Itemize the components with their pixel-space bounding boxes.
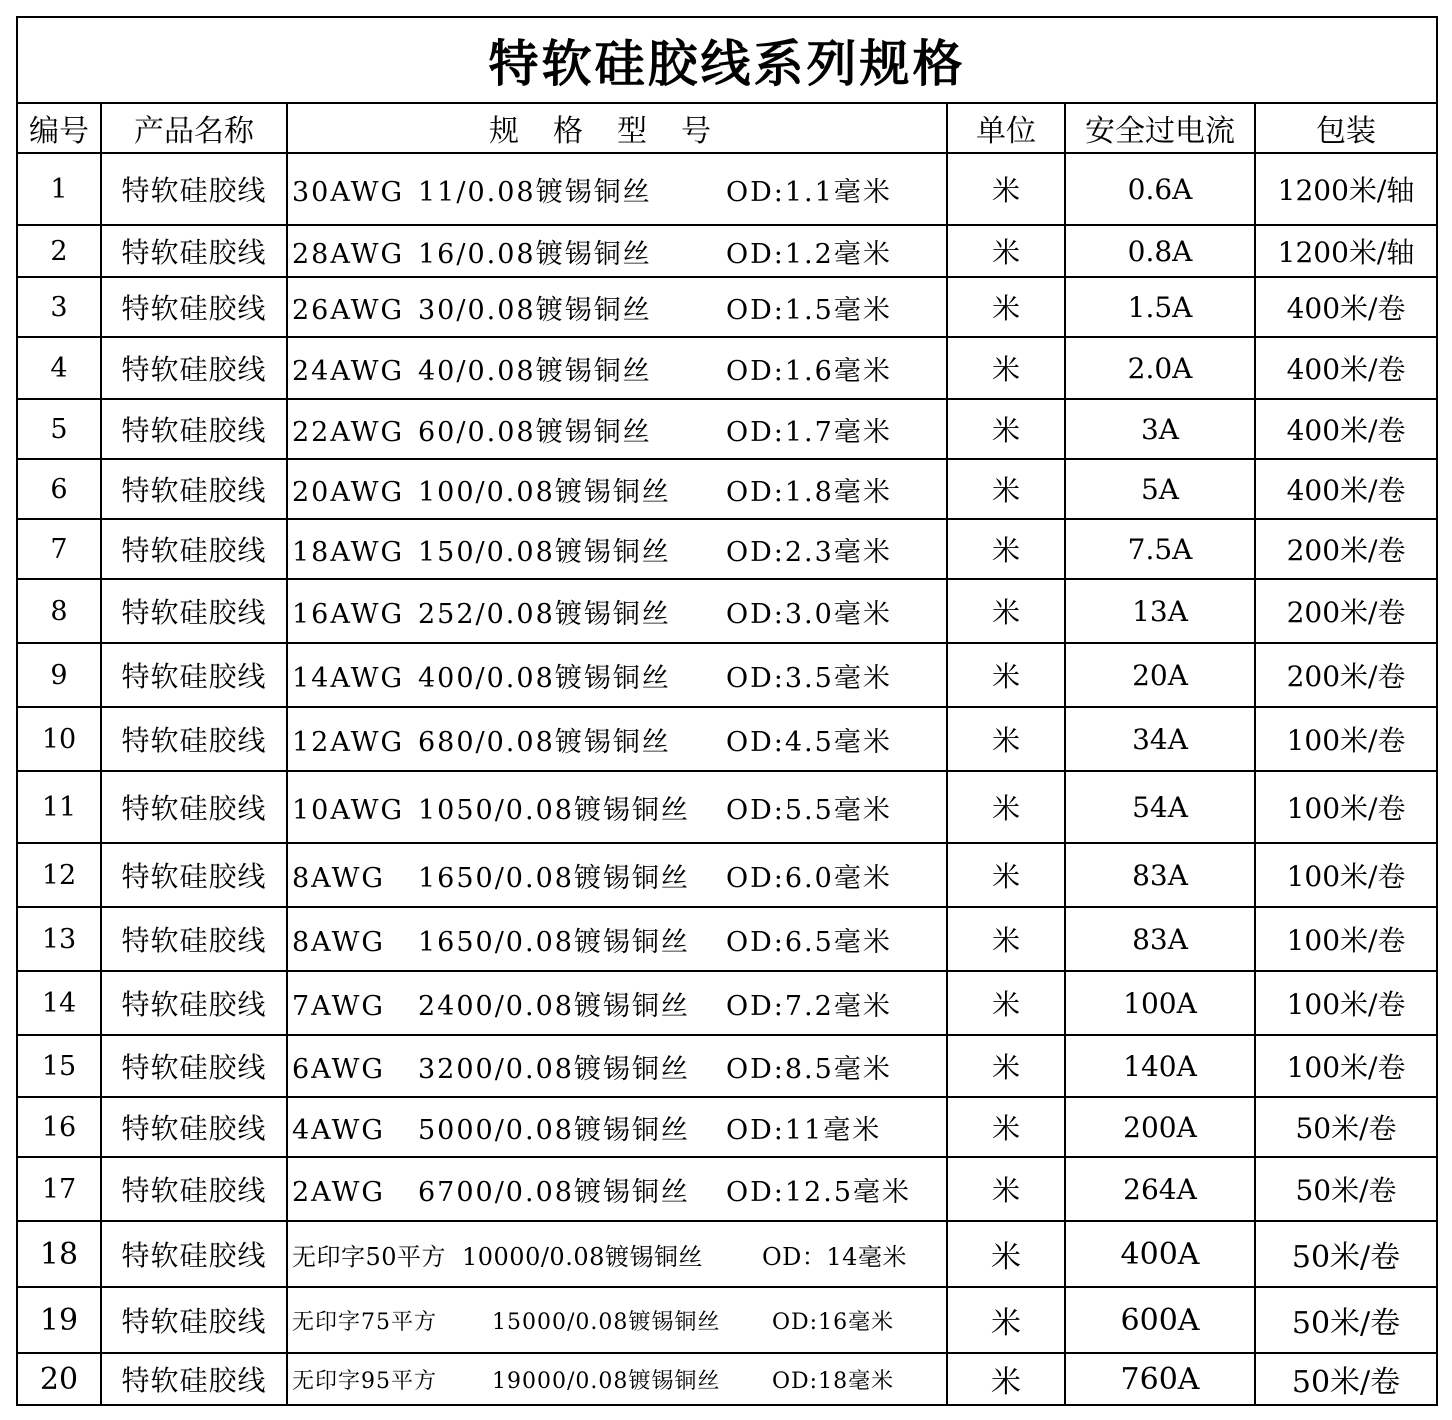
cell-current: 600A: [1065, 1287, 1255, 1353]
cell-unit: 米: [947, 399, 1065, 459]
spec-awg: 6AWG: [292, 1053, 385, 1085]
cell-spec: [287, 643, 947, 707]
table-row: [17, 1287, 1437, 1353]
spec-awg: 2AWG: [292, 1176, 385, 1208]
cell-name: 特软硅胶线: [101, 399, 287, 459]
spec-strand: 10000/0.08镀锡铜丝: [462, 1242, 703, 1271]
cell-package: 400米/卷: [1255, 337, 1437, 399]
cell-unit: 米: [947, 1097, 1065, 1157]
cell-unit: 米: [947, 907, 1065, 971]
table-row: [17, 459, 1437, 519]
spec-strand: 40/0.08镀锡铜丝: [418, 355, 652, 387]
spec-od: OD:6.0毫米: [726, 862, 892, 894]
cell-current: 7.5A: [1065, 519, 1255, 579]
spec-sheet: [16, 16, 1436, 1406]
cell-no: 15: [17, 1035, 101, 1097]
cell-name: 特软硅胶线: [101, 1035, 287, 1097]
spec-awg: 10AWG: [292, 794, 405, 826]
cell-spec: [287, 1353, 947, 1405]
cell-package: 50米/卷: [1255, 1287, 1437, 1353]
cell-no: 9: [17, 643, 101, 707]
cell-spec: [287, 579, 947, 643]
cell-name: 特软硅胶线: [101, 643, 287, 707]
cell-current: 20A: [1065, 643, 1255, 707]
table-row: [17, 519, 1437, 579]
spec-strand: 100/0.08镀锡铜丝: [418, 476, 671, 508]
cell-no: 16: [17, 1097, 101, 1157]
table-body: [17, 153, 1437, 1405]
spec-od: OD:11毫米: [726, 1114, 882, 1146]
cell-package: 400米/卷: [1255, 459, 1437, 519]
table-row: [17, 843, 1437, 907]
spec-awg: 8AWG: [292, 926, 385, 958]
spec-od: OD:18毫米: [772, 1368, 895, 1394]
cell-name: 特软硅胶线: [101, 277, 287, 337]
header-current: 安全过电流: [1065, 103, 1255, 153]
spec-strand: 3200/0.08镀锡铜丝: [418, 1053, 690, 1085]
cell-unit: 米: [947, 843, 1065, 907]
spec-awg: 无印字50平方: [292, 1242, 447, 1271]
spec-awg: 无印字75平方: [292, 1309, 437, 1335]
cell-spec: [287, 971, 947, 1035]
header-package: 包装: [1255, 103, 1437, 153]
cell-name: 特软硅胶线: [101, 225, 287, 277]
cell-name: 特软硅胶线: [101, 459, 287, 519]
spec-od: OD:3.0毫米: [726, 598, 892, 630]
title-row: [17, 17, 1437, 103]
spec-awg: 28AWG: [292, 238, 405, 270]
table-row: [17, 337, 1437, 399]
cell-package: 100米/卷: [1255, 907, 1437, 971]
cell-name: 特软硅胶线: [101, 1353, 287, 1405]
spec-od: OD:5.5毫米: [726, 794, 892, 826]
spec-strand: 30/0.08镀锡铜丝: [418, 294, 652, 326]
cell-current: 54A: [1065, 771, 1255, 843]
spec-awg: 14AWG: [292, 662, 405, 694]
cell-package: 50米/卷: [1255, 1157, 1437, 1221]
cell-no: 19: [17, 1287, 101, 1353]
table-row: [17, 707, 1437, 771]
cell-package: 1200米/轴: [1255, 153, 1437, 225]
cell-spec: [287, 399, 947, 459]
spec-od: OD:1.8毫米: [726, 476, 892, 508]
cell-spec: [287, 707, 947, 771]
cell-no: 17: [17, 1157, 101, 1221]
spec-od: OD:6.5毫米: [726, 926, 892, 958]
spec-od: OD:1.6毫米: [726, 355, 892, 387]
cell-unit: 米: [947, 1221, 1065, 1287]
cell-name: 特软硅胶线: [101, 1097, 287, 1157]
spec-od: OD：14毫米: [762, 1242, 907, 1271]
header-unit: 单位: [947, 103, 1065, 153]
cell-unit: 米: [947, 1353, 1065, 1405]
spec-strand: 60/0.08镀锡铜丝: [418, 416, 652, 448]
cell-name: 特软硅胶线: [101, 971, 287, 1035]
spec-strand: 1650/0.08镀锡铜丝: [418, 926, 690, 958]
spec-awg: 4AWG: [292, 1114, 385, 1146]
table-row: [17, 277, 1437, 337]
spec-strand: 2400/0.08镀锡铜丝: [418, 990, 690, 1022]
cell-unit: 米: [947, 337, 1065, 399]
spec-strand: 150/0.08镀锡铜丝: [418, 536, 671, 568]
cell-package: 50米/卷: [1255, 1353, 1437, 1405]
cell-name: 特软硅胶线: [101, 153, 287, 225]
cell-name: 特软硅胶线: [101, 519, 287, 579]
table-row: [17, 1157, 1437, 1221]
spec-od: OD:16毫米: [772, 1309, 895, 1335]
cell-package: 200米/卷: [1255, 519, 1437, 579]
table-row: [17, 771, 1437, 843]
cell-no: 4: [17, 337, 101, 399]
cell-unit: 米: [947, 771, 1065, 843]
cell-package: 400米/卷: [1255, 399, 1437, 459]
cell-name: 特软硅胶线: [101, 771, 287, 843]
cell-no: 12: [17, 843, 101, 907]
cell-name: 特软硅胶线: [101, 337, 287, 399]
cell-current: 1.5A: [1065, 277, 1255, 337]
table-row: [17, 399, 1437, 459]
cell-spec: [287, 1287, 947, 1353]
cell-no: 18: [17, 1221, 101, 1287]
cell-package: 400米/卷: [1255, 277, 1437, 337]
cell-no: 10: [17, 707, 101, 771]
cell-no: 7: [17, 519, 101, 579]
table-row: [17, 971, 1437, 1035]
cell-current: 264A: [1065, 1157, 1255, 1221]
table-row: [17, 1353, 1437, 1405]
cell-current: 0.6A: [1065, 153, 1255, 225]
spec-strand: 1050/0.08镀锡铜丝: [418, 794, 690, 826]
cell-name: 特软硅胶线: [101, 1287, 287, 1353]
spec-awg: 8AWG: [292, 862, 385, 894]
cell-no: 14: [17, 971, 101, 1035]
spec-od: OD:2.3毫米: [726, 536, 892, 568]
cell-no: 5: [17, 399, 101, 459]
cell-unit: 米: [947, 1035, 1065, 1097]
spec-strand: 11/0.08镀锡铜丝: [418, 176, 652, 208]
table-row: [17, 1097, 1437, 1157]
cell-current: 3A: [1065, 399, 1255, 459]
cell-name: 特软硅胶线: [101, 1157, 287, 1221]
cell-package: 200米/卷: [1255, 643, 1437, 707]
cell-package: 1200米/轴: [1255, 225, 1437, 277]
cell-package: 100米/卷: [1255, 971, 1437, 1035]
cell-current: 83A: [1065, 843, 1255, 907]
spec-awg: 12AWG: [292, 726, 405, 758]
cell-spec: [287, 1097, 947, 1157]
cell-spec: [287, 1035, 947, 1097]
spec-awg: 26AWG: [292, 294, 405, 326]
table-row: [17, 153, 1437, 225]
cell-unit: 米: [947, 277, 1065, 337]
cell-spec: [287, 277, 947, 337]
table-row: [17, 643, 1437, 707]
cell-no: 3: [17, 277, 101, 337]
table-row: [17, 1035, 1437, 1097]
spec-od: OD:3.5毫米: [726, 662, 892, 694]
cell-spec: [287, 337, 947, 399]
spec-od: OD:1.1毫米: [726, 176, 892, 208]
cell-spec: [287, 153, 947, 225]
cell-current: 83A: [1065, 907, 1255, 971]
cell-unit: 米: [947, 1287, 1065, 1353]
cell-package: 100米/卷: [1255, 843, 1437, 907]
cell-name: 特软硅胶线: [101, 907, 287, 971]
cell-current: 2.0A: [1065, 337, 1255, 399]
spec-strand: 6700/0.08镀锡铜丝: [418, 1176, 690, 1208]
cell-spec: [287, 459, 947, 519]
spec-strand: 19000/0.08镀锡铜丝: [492, 1368, 721, 1394]
spec-table: [16, 16, 1438, 1406]
spec-od: OD:1.5毫米: [726, 294, 892, 326]
cell-name: 特软硅胶线: [101, 1221, 287, 1287]
cell-spec: [287, 771, 947, 843]
spec-awg: 22AWG: [292, 416, 405, 448]
cell-spec: [287, 1157, 947, 1221]
cell-spec: [287, 1221, 947, 1287]
cell-no: 20: [17, 1353, 101, 1405]
cell-package: 200米/卷: [1255, 579, 1437, 643]
cell-unit: 米: [947, 707, 1065, 771]
cell-no: 11: [17, 771, 101, 843]
spec-awg: 无印字95平方: [292, 1368, 437, 1394]
spec-od: OD:8.5毫米: [726, 1053, 892, 1085]
cell-no: 6: [17, 459, 101, 519]
cell-current: 34A: [1065, 707, 1255, 771]
spec-strand: 5000/0.08镀锡铜丝: [418, 1114, 690, 1146]
spec-strand: 400/0.08镀锡铜丝: [418, 662, 671, 694]
cell-unit: 米: [947, 643, 1065, 707]
cell-unit: 米: [947, 1157, 1065, 1221]
table-title: 特软硅胶线系列规格: [17, 17, 1437, 103]
cell-spec: [287, 519, 947, 579]
spec-awg: 30AWG: [292, 176, 405, 208]
header-spec: 规格型号: [287, 103, 947, 153]
spec-od: OD:7.2毫米: [726, 990, 892, 1022]
cell-unit: 米: [947, 459, 1065, 519]
spec-awg: 20AWG: [292, 476, 405, 508]
table-row: [17, 1221, 1437, 1287]
cell-unit: 米: [947, 579, 1065, 643]
cell-unit: 米: [947, 519, 1065, 579]
table-row: [17, 907, 1437, 971]
cell-current: 13A: [1065, 579, 1255, 643]
spec-strand: 680/0.08镀锡铜丝: [418, 726, 671, 758]
cell-current: 400A: [1065, 1221, 1255, 1287]
cell-name: 特软硅胶线: [101, 707, 287, 771]
cell-unit: 米: [947, 971, 1065, 1035]
spec-strand: 16/0.08镀锡铜丝: [418, 238, 652, 270]
spec-awg: 16AWG: [292, 598, 405, 630]
cell-unit: 米: [947, 225, 1065, 277]
header-row: [17, 103, 1437, 153]
cell-current: 760A: [1065, 1353, 1255, 1405]
cell-spec: [287, 907, 947, 971]
cell-current: 140A: [1065, 1035, 1255, 1097]
cell-package: 100米/卷: [1255, 771, 1437, 843]
cell-no: 2: [17, 225, 101, 277]
cell-current: 5A: [1065, 459, 1255, 519]
cell-current: 200A: [1065, 1097, 1255, 1157]
spec-strand: 1650/0.08镀锡铜丝: [418, 862, 690, 894]
cell-package: 100米/卷: [1255, 707, 1437, 771]
cell-name: 特软硅胶线: [101, 579, 287, 643]
cell-current: 0.8A: [1065, 225, 1255, 277]
spec-awg: 7AWG: [292, 990, 385, 1022]
table-row: [17, 225, 1437, 277]
header-no: 编号: [17, 103, 101, 153]
spec-awg: 24AWG: [292, 355, 405, 387]
table-row: [17, 579, 1437, 643]
cell-spec: [287, 225, 947, 277]
cell-unit: 米: [947, 153, 1065, 225]
spec-strand: 252/0.08镀锡铜丝: [418, 598, 671, 630]
cell-no: 1: [17, 153, 101, 225]
spec-od: OD:12.5毫米: [726, 1176, 911, 1208]
cell-no: 8: [17, 579, 101, 643]
spec-awg: 18AWG: [292, 536, 405, 568]
cell-spec: [287, 843, 947, 907]
spec-strand: 15000/0.08镀锡铜丝: [492, 1309, 721, 1335]
cell-no: 13: [17, 907, 101, 971]
cell-current: 100A: [1065, 971, 1255, 1035]
cell-name: 特软硅胶线: [101, 843, 287, 907]
spec-od: OD:1.2毫米: [726, 238, 892, 270]
cell-package: 50米/卷: [1255, 1221, 1437, 1287]
spec-od: OD:4.5毫米: [726, 726, 892, 758]
header-name: 产品名称: [101, 103, 287, 153]
cell-package: 100米/卷: [1255, 1035, 1437, 1097]
spec-od: OD:1.7毫米: [726, 416, 892, 448]
cell-package: 50米/卷: [1255, 1097, 1437, 1157]
